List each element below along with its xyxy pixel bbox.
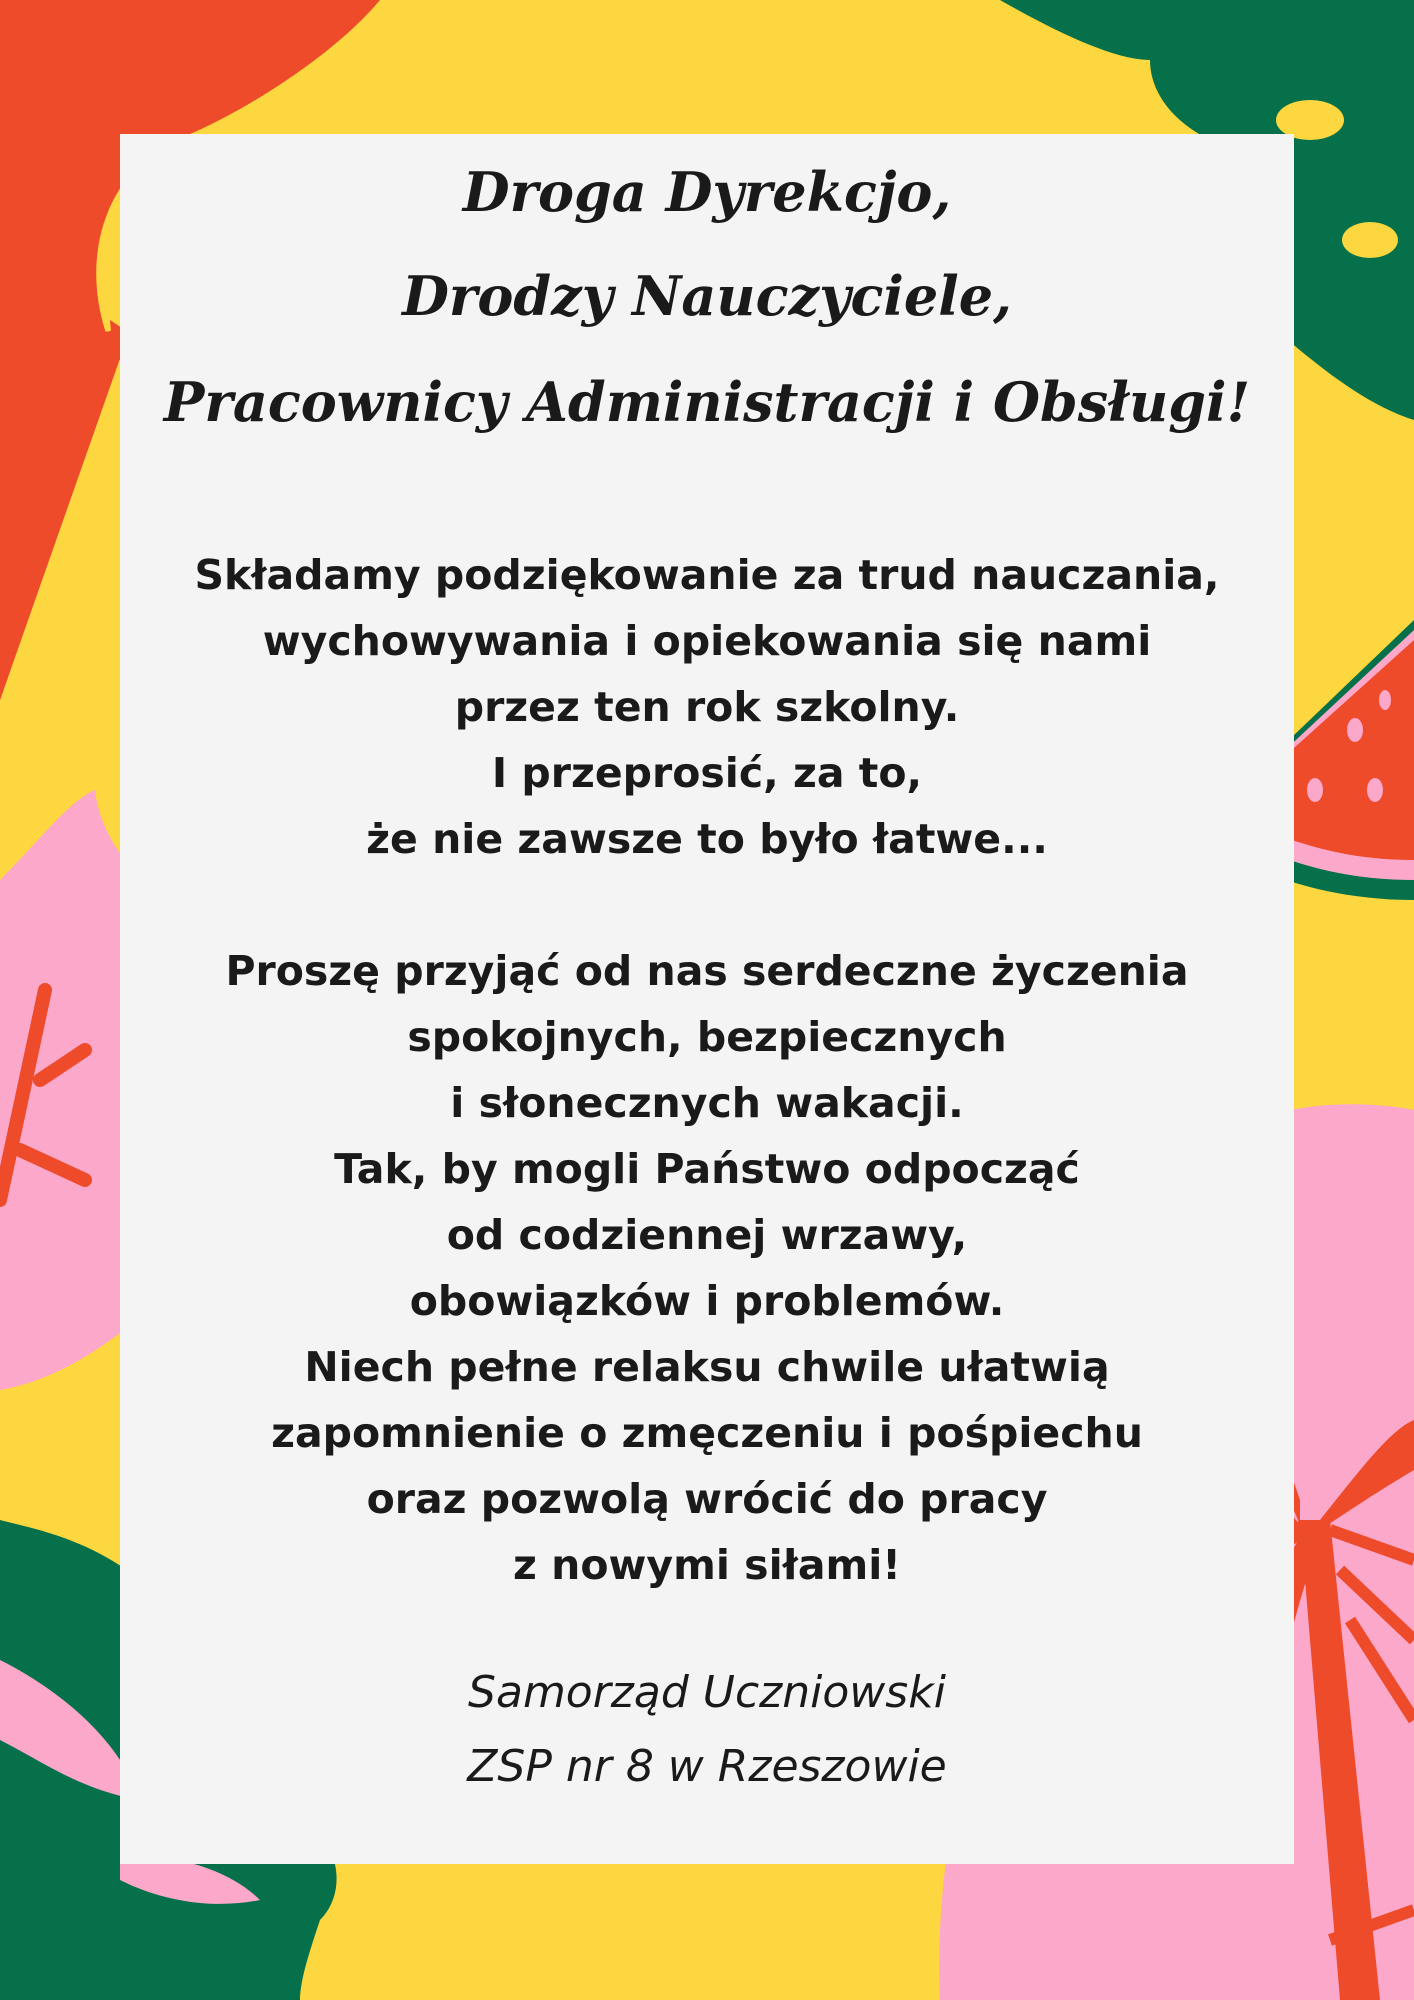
heading-line-3: Pracownicy Administracji i Obsługi! — [163, 370, 1251, 434]
message-body — [120, 542, 1294, 1598]
message-line: wychowywania i opiekowania się nami — [262, 617, 1152, 665]
signature-line-2: ZSP nr 8 w Rzeszowie — [467, 1741, 947, 1792]
message-line: Tak, by mogli Państwo odpocząć — [334, 1145, 1080, 1193]
heading-line-2: Drodzy Nauczyciele, — [402, 264, 1012, 328]
message-line: obowiązków i problemów. — [409, 1277, 1005, 1325]
message-line: zapomnienie o zmęczeniu i pośpiechu — [271, 1409, 1143, 1457]
message-line: oraz pozwolą wrócić do pracy — [366, 1475, 1048, 1523]
message-line: z nowymi siłami! — [513, 1541, 901, 1589]
greeting-card — [120, 134, 1294, 1864]
heading-line-1: Droga Dyrekcjo, — [462, 160, 952, 224]
message-line: I przeprosić, za to, — [491, 749, 923, 797]
message-line: Proszę przyjąć od nas serdeczne życzenia — [225, 947, 1189, 995]
message-line: Składamy podziękowanie za trud nauczania, — [194, 551, 1220, 599]
message-line: i słonecznych wakacji. — [450, 1079, 964, 1127]
signature-line-1: Samorząd Uczniowski — [468, 1667, 946, 1718]
message-line: Niech pełne relaksu chwile ułatwią — [304, 1343, 1110, 1391]
message-line: przez ten rok szkolny. — [454, 683, 960, 731]
message-line: że nie zawsze to było łatwe... — [366, 815, 1048, 863]
message-line: od codziennej wrzawy, — [446, 1211, 968, 1259]
paragraph-gap — [120, 872, 1294, 938]
message-line: spokojnych, bezpiecznych — [407, 1013, 1007, 1061]
signature — [120, 1656, 1294, 1804]
